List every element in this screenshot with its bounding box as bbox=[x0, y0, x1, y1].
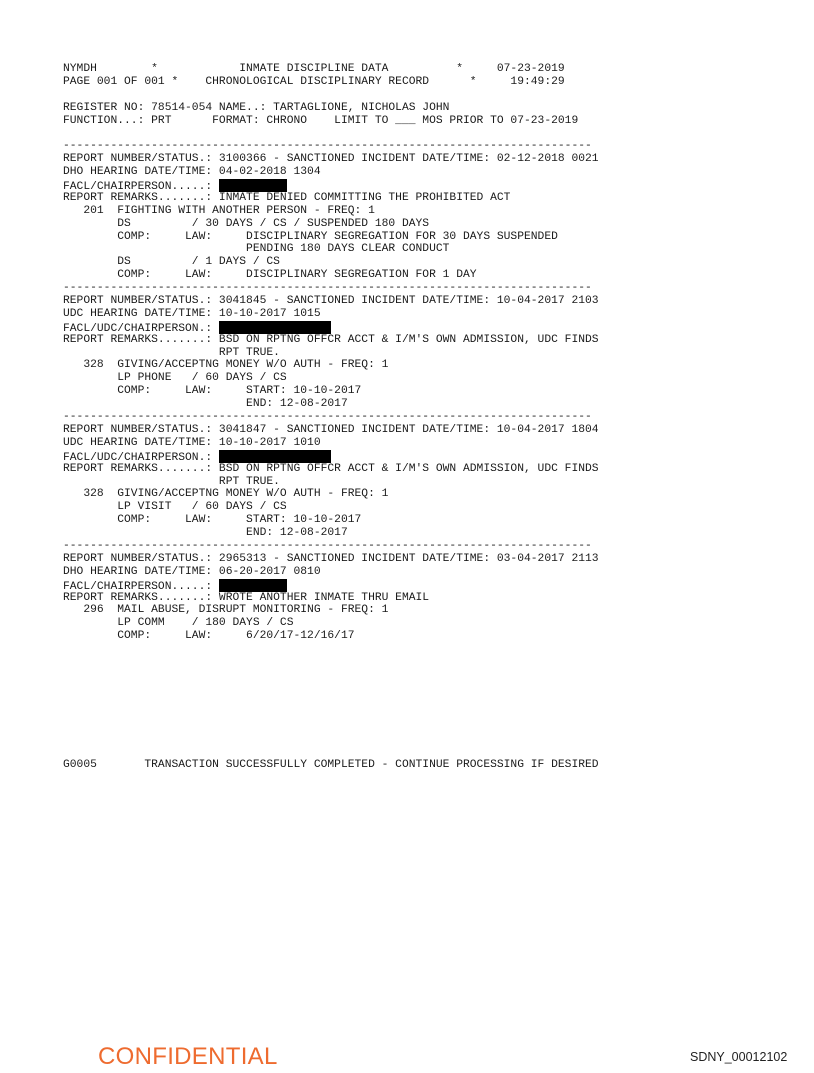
report-remarks: RPT TRUE. bbox=[63, 346, 280, 359]
redaction-box bbox=[219, 179, 287, 192]
report-block bbox=[63, 140, 683, 282]
report-remarks: REPORT REMARKS.......: INMATE DENIED COMMITTING THE PROHIBITED ACT bbox=[63, 191, 511, 204]
hearing-date-time: UDC HEARING DATE/TIME: 10-10-2017 1010 bbox=[63, 436, 321, 449]
sanction-detail: DS / 30 DAYS / CS / SUSPENDED 180 DAYS bbox=[63, 217, 430, 230]
inmate-line-2: FUNCTION...: PRT FORMAT: CHRONO LIMIT TO ___ MOS PRIOR TO 07-23-2019 bbox=[63, 114, 579, 127]
sanction-detail: PENDING 180 DAYS CLEAR CONDUCT bbox=[63, 243, 450, 256]
sanction-detail: COMP: LAW: 6/20/17-12/16/17 bbox=[63, 630, 355, 643]
separator-line: ------------------------------------------------------------------------------ bbox=[63, 282, 592, 295]
hearing-date-time: UDC HEARING DATE/TIME: 10-10-2017 1015 bbox=[63, 307, 321, 320]
hearing-date-time: DHO HEARING DATE/TIME: 06-20-2017 0810 bbox=[63, 565, 321, 578]
discipline-report bbox=[63, 63, 683, 772]
confidential-stamp: CONFIDENTIAL bbox=[98, 1043, 278, 1070]
sanction-detail: 296 MAIL ABUSE, DISRUPT MONITORING - FREQ: 1 bbox=[63, 604, 389, 617]
report-list bbox=[63, 140, 683, 643]
header-line-1: NYMDH * INMATE DISCIPLINE DATA * 07-23-2019 bbox=[63, 63, 565, 75]
report-remarks: REPORT REMARKS.......: WROTE ANOTHER INMATE THRU EMAIL bbox=[63, 591, 430, 604]
redaction-box bbox=[219, 579, 287, 592]
facl-chairperson-label: FACL/UDC/CHAIRPERSON.: bbox=[63, 322, 219, 335]
sanction-detail: COMP: LAW: START: 10-10-2017 bbox=[63, 514, 362, 527]
sanction-detail: DS / 1 DAYS / CS bbox=[63, 256, 280, 269]
redaction-box bbox=[219, 321, 331, 334]
sanction-detail: END: 12-08-2017 bbox=[63, 398, 348, 411]
sanction-detail: LP VISIT / 60 DAYS / CS bbox=[63, 501, 287, 514]
report-number-status: REPORT NUMBER/STATUS.: 3041845 - SANCTIONED INCIDENT DATE/TIME: 10-04-2017 2103 bbox=[63, 295, 599, 308]
sanction-detail: END: 12-08-2017 bbox=[63, 527, 348, 540]
report-block bbox=[63, 282, 683, 411]
inmate-line-1: REGISTER NO: 78514-054 NAME..: TARTAGLIONE, NICHOLAS JOHN bbox=[63, 101, 450, 114]
report-number-status: REPORT NUMBER/STATUS.: 3041847 - SANCTIONED INCIDENT DATE/TIME: 10-04-2017 1804 bbox=[63, 423, 599, 436]
report-block bbox=[63, 540, 683, 643]
hearing-date-time: DHO HEARING DATE/TIME: 04-02-2018 1304 bbox=[63, 166, 321, 179]
report-remarks: REPORT REMARKS.......: BSD ON RPTNG OFFCR ACCT & I/M'S OWN ADMISSION, UDC FINDS bbox=[63, 462, 599, 475]
sanction-detail: 201 FIGHTING WITH ANOTHER PERSON - FREQ: 1 bbox=[63, 204, 375, 217]
sanction-detail: COMP: LAW: DISCIPLINARY SEGREGATION FOR 1 DAY bbox=[63, 269, 477, 282]
report-remarks: REPORT REMARKS.......: BSD ON RPTNG OFFCR ACCT & I/M'S OWN ADMISSION, UDC FINDS bbox=[63, 333, 599, 346]
facl-chairperson-line bbox=[63, 450, 683, 463]
bates-number: SDNY_00012102 bbox=[690, 1050, 788, 1064]
header-line-2: PAGE 001 OF 001 * CHRONOLOGICAL DISCIPLINARY RECORD * 19:49:29 bbox=[63, 75, 565, 88]
separator-line: ------------------------------------------------------------------------------ bbox=[63, 539, 592, 552]
transaction-status: G0005 TRANSACTION SUCCESSFULLY COMPLETED - CONTINUE PROCESSING IF DESIRED bbox=[63, 759, 599, 772]
sanction-detail: 328 GIVING/ACCEPTNG MONEY W/O AUTH - FREQ: 1 bbox=[63, 359, 389, 372]
report-number-status: REPORT NUMBER/STATUS.: 2965313 - SANCTIONED INCIDENT DATE/TIME: 03-04-2017 2113 bbox=[63, 552, 599, 565]
facl-chairperson-line bbox=[63, 579, 683, 592]
facl-chairperson-line bbox=[63, 179, 683, 192]
sanction-detail: LP COMM / 180 DAYS / CS bbox=[63, 617, 294, 630]
sanction-detail: 328 GIVING/ACCEPTNG MONEY W/O AUTH - FREQ: 1 bbox=[63, 488, 389, 501]
facl-chairperson-label: FACL/CHAIRPERSON.....: bbox=[63, 580, 219, 593]
facl-chairperson-label: FACL/UDC/CHAIRPERSON.: bbox=[63, 451, 219, 464]
report-remarks: RPT TRUE. bbox=[63, 475, 280, 488]
separator-line: ------------------------------------------------------------------------------ bbox=[63, 140, 592, 153]
sanction-detail: COMP: LAW: DISCIPLINARY SEGREGATION FOR 30 DAYS SUSPENDED bbox=[63, 230, 558, 243]
redaction-box bbox=[219, 450, 331, 463]
separator-line: ------------------------------------------------------------------------------ bbox=[63, 411, 592, 424]
report-number-status: REPORT NUMBER/STATUS.: 3100366 - SANCTIONED INCIDENT DATE/TIME: 02-12-2018 0021 bbox=[63, 153, 599, 166]
sanction-detail: LP PHONE / 60 DAYS / CS bbox=[63, 372, 287, 385]
sanction-detail: COMP: LAW: START: 10-10-2017 bbox=[63, 385, 362, 398]
facl-chairperson-label: FACL/CHAIRPERSON.....: bbox=[63, 181, 219, 194]
facl-chairperson-line bbox=[63, 321, 683, 334]
report-block bbox=[63, 411, 683, 540]
